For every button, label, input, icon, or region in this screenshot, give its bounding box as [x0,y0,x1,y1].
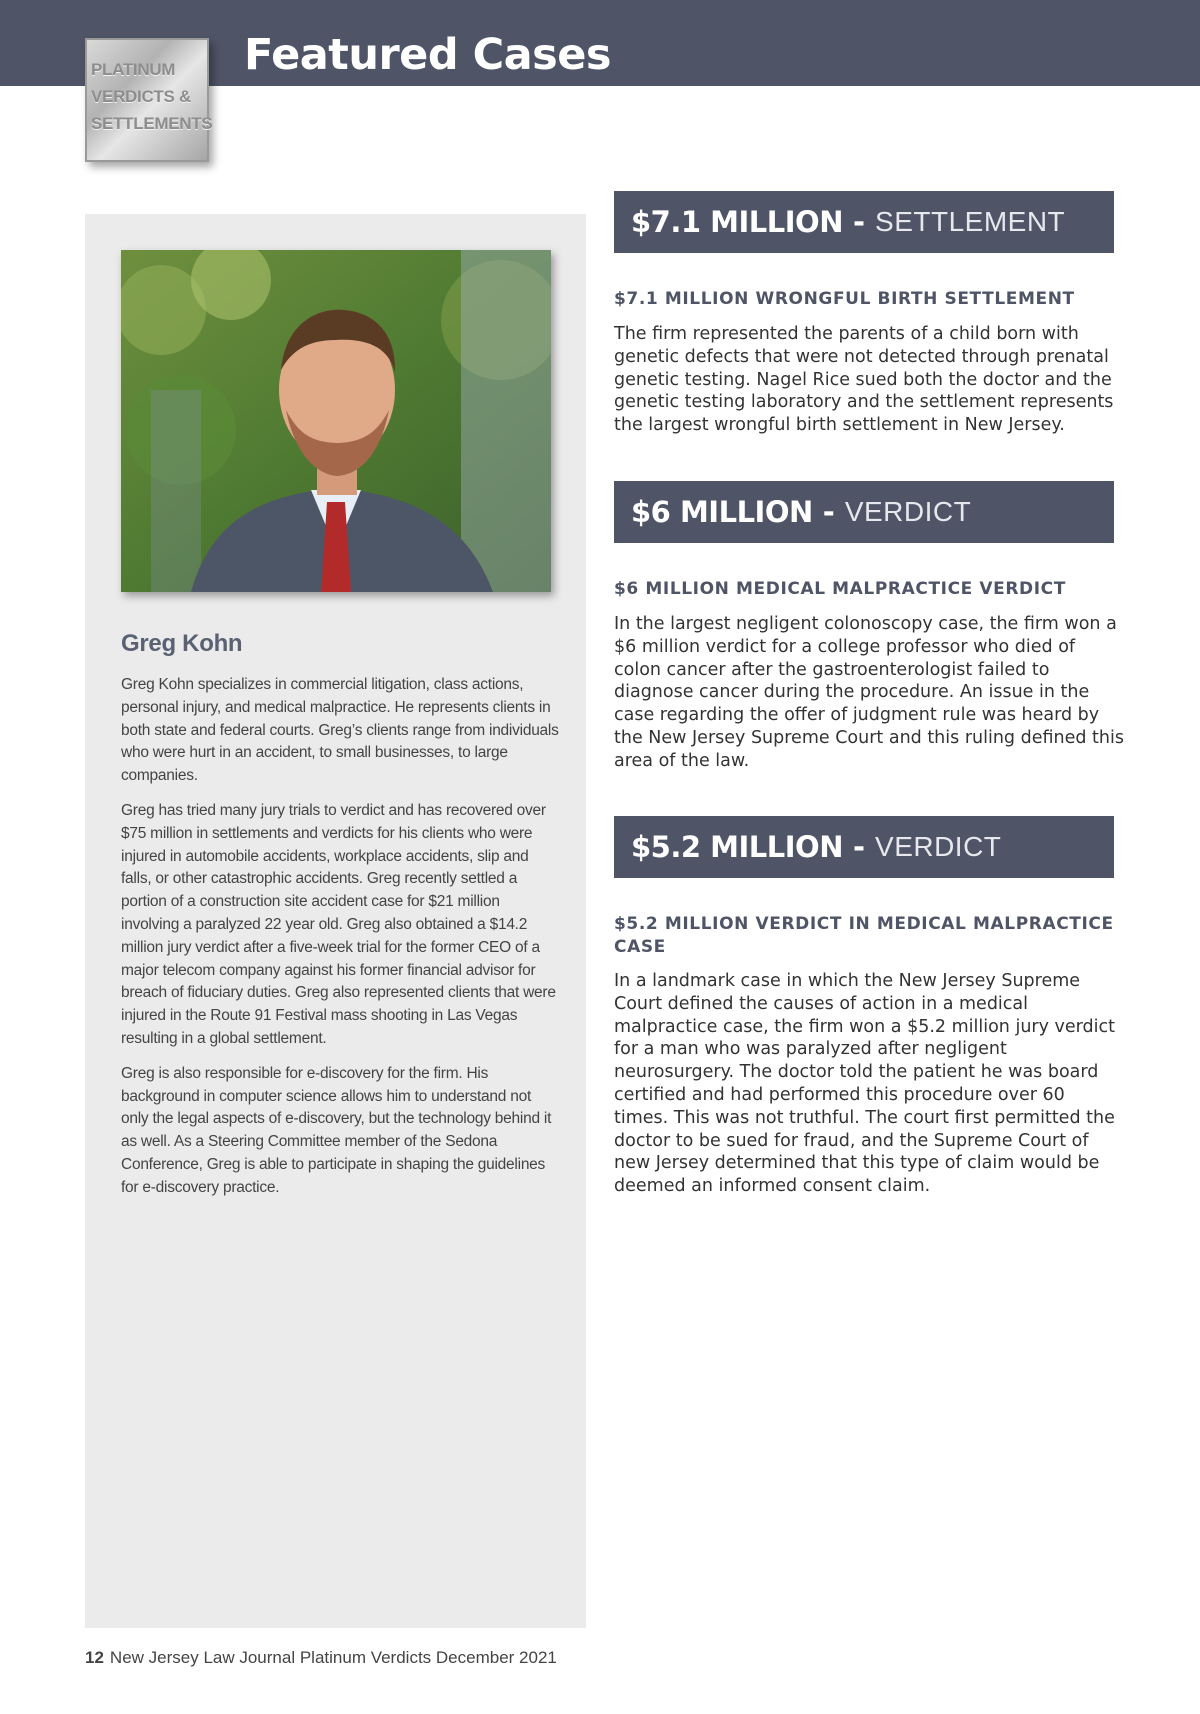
page-footer [85,1648,557,1668]
case-amount: $6 MILLION [631,495,813,529]
case-banner-settlement-7-1m [614,191,1114,253]
case-body: In a landmark case in which the New Jersey Supreme Court defined the causes of action in a medical malpractice case, the firm won a $5.2 million jury verdict for a man who was paralyzed after negligent neurosurgery. The doctor told the patient he was board certified and had performed this procedure over 60 times. This was not truthful. The court first permitted the doctor to be sued for fraud, and the Supreme Court of new Jersey determined that this type of claim would be deemed an informed consent claim. [614,971,1115,1197]
profile-name: Greg Kohn [121,630,243,657]
case-type: VERDICT [844,496,972,527]
profile-panel [85,214,586,1628]
case-banner-verdict-6m [614,481,1114,543]
case-heading: $5.2 MILLION VERDICT IN MEDICAL MALPRACTICE CASE [614,914,1114,957]
case-separator: - [852,205,866,239]
case-separator: - [852,830,866,864]
case-heading: $6 MILLION MEDICAL MALPRACTICE VERDICT [614,579,1066,599]
platinum-verdicts-badge [85,38,213,162]
case-type: SETTLEMENT [875,206,1066,237]
publication-name: New Jersey Law Journal Platinum Verdicts December 2021 [109,1648,557,1667]
bio-paragraph: Greg has tried many jury trials to verdict and has recovered over $75 million in settlements and verdicts for his clients who were injured in automobile accidents, workplace accidents, slip and falls, or other catastrophic accidents. Greg recently settled a portion of a construction site accident case for $21 million involving a paralyzed 22 year old. Greg also obtained a $14.2 million jury verdict after a five-week trial for the former CEO of a major telecom company against his former financial advisor for breach of fiduciary duties. Greg also represented clients that were injured in the Route 91 Festival mass shooting in Las Vegas resulting in a global settlement. [121,801,556,1047]
case-heading: $7.1 MILLION WRONGFUL BIRTH SETTLEMENT [614,289,1075,309]
case-separator: - [822,495,835,529]
profile-photo [121,250,551,592]
bio-paragraph: Greg is also responsible for e-discovery for the firm. His background in computer science allows him to understand not only the legal aspects of e-discovery, but the technology behind it as well. As a Steering Committee member of the Sedona Conference, Greg is able to participate in shaping the guidelines for e-discovery practice. [121,1064,552,1196]
page-number: 12 [85,1648,104,1667]
portrait-image [121,250,551,592]
case-body: In the largest negligent colonoscopy case, the firm won a $6 million verdict for a college professor who died of colon cancer after the gastroenterologist failed to diagnose cancer during the procedure. An issue in the case regarding the offer of judgment rule was heard by the New Jersey Supreme Court and this ruling defined this area of the law. [614,614,1124,771]
badge-line-1: PLATINUM [91,60,176,79]
case-body: The firm represented the parents of a child born with genetic defects that were not detected through prenatal genetic testing. Nagel Rice sued both the doctor and the genetic testing laboratory and the settlement represents the largest wrongful birth settlement in New Jersey. [614,324,1114,436]
badge-line-3: SETTLEMENTS [91,114,213,133]
case-type: VERDICT [875,831,1002,862]
case-amount: $5.2 MILLION [631,830,843,864]
profile-bio [121,674,561,1212]
badge-line-2: VERDICTS & [91,87,191,106]
bio-paragraph: Greg Kohn specializes in commercial litigation, class actions, personal injury, and medical malpractice. He represents clients in both state and federal courts. Greg’s clients range from individuals who were hurt in an accident, to small businesses, to large companies. [121,676,559,785]
case-amount: $7.1 MILLION [631,205,843,239]
page-title: Featured Cases [244,30,612,80]
case-banner-verdict-5-2m [614,816,1114,878]
